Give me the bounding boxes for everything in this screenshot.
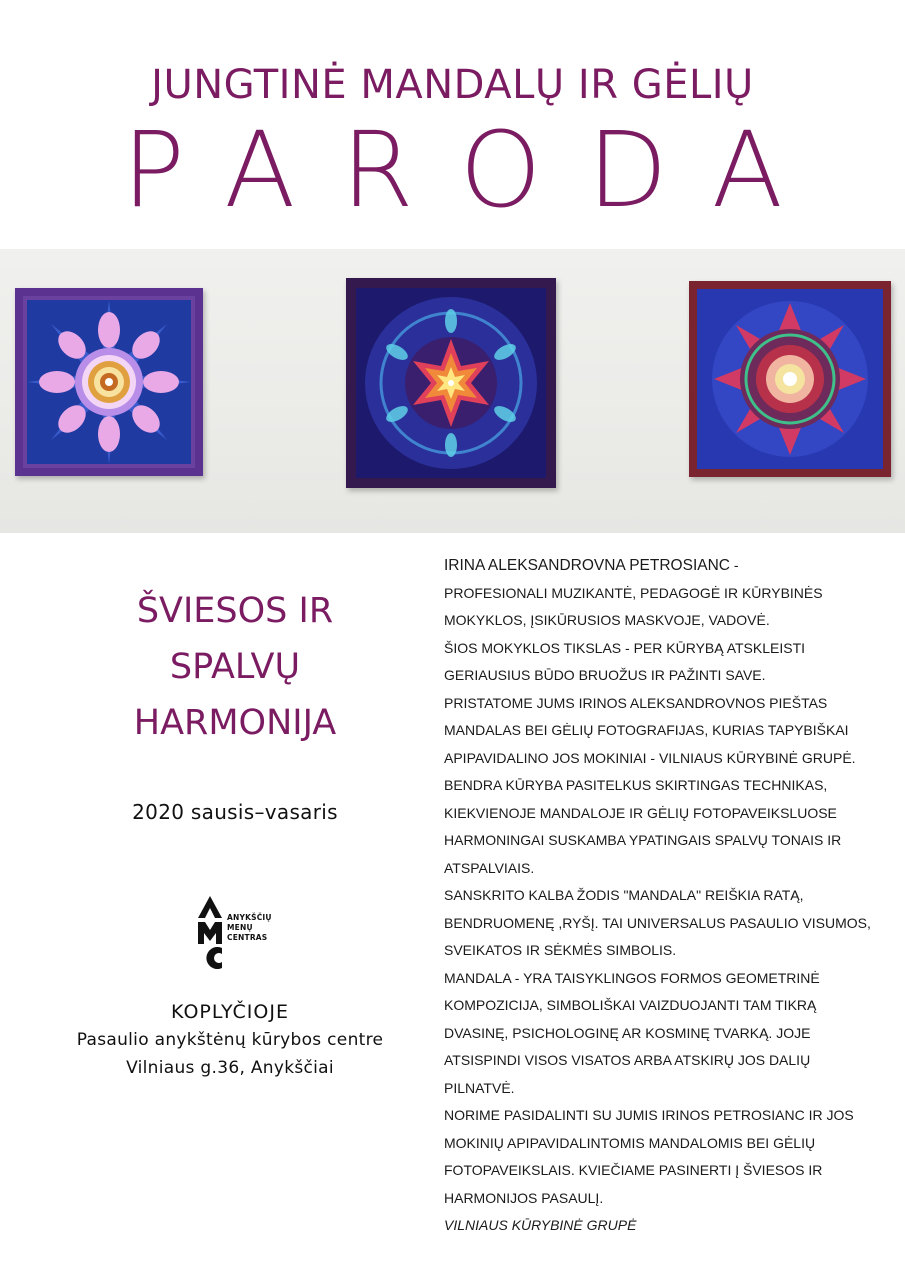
description-line: PILNATVĖ.	[444, 1079, 515, 1096]
amc-logo-mark-icon	[196, 896, 224, 970]
logo-text-line: CENTRAS	[227, 933, 268, 942]
description-line: MOKINIŲ APIPAVIDALINTOMIS MANDALOMIS BEI GĖLIŲ	[444, 1134, 816, 1151]
venue-info	[30, 998, 430, 1082]
poster-title-paroda: PARODA	[122, 109, 829, 231]
description-line: SANSKRITO KALBA ŽODIS "MANDALA" REIŠKIA RATĄ,	[444, 887, 804, 903]
description-line: NORIME PASIDALINTI SU JUMIS IRINOS PETROSIANC IR JOS	[444, 1107, 854, 1123]
description-line: ŠIOS MOKYKLOS TIKSLAS - PER KŪRYBĄ ATSKLEISTI	[444, 639, 806, 656]
description-line: APIPAVIDALINO JOS MOKINIAI - VILNIAUS KŪRYBINĖ GRUPĖ.	[444, 749, 856, 766]
author-suffix: -	[729, 557, 739, 573]
poster-title-line1: JUNGTINĖ MANDALŲ IR GĖLIŲ	[151, 62, 754, 108]
mandala-painting-2	[346, 278, 556, 488]
description-line: MOKYKLOS, ĮSIKŪRUSIOS MASKVOJE, VADOVĖ.	[444, 612, 770, 628]
description-line: HARMONINGAI SUSKAMBA YPATINGAIS SPALVŲ TONAIS IR	[444, 832, 842, 848]
description-line: HARMONIJOS PASAULĮ.	[444, 1189, 604, 1206]
gallery-photo	[0, 249, 905, 533]
venue-title: KOPLYČIOJE	[171, 1001, 289, 1023]
mandala-painting-1	[15, 288, 203, 476]
logo-text-line: ANYKŠČIŲ	[227, 913, 272, 922]
description-text	[444, 552, 894, 1240]
description-line: GERIAUSIUS BŪDO BRUOŽUS IR PAŽINTI SAVE.	[444, 667, 766, 683]
description-line: PRISTATOME JUMS IRINOS ALEKSANDROVNOS PIEŠTAS	[444, 694, 828, 711]
author-name: IRINA ALEKSANDROVNA PETROSIANC	[444, 557, 730, 574]
venue-address: Vilniaus g.36, Anykščiai	[126, 1058, 334, 1078]
description-line: PROFESIONALI MUZIKANTĖ, PEDAGOGĖ IR KŪRYBINĖS	[444, 584, 823, 601]
description-line: BENDRA KŪRYBA PASITELKUS SKIRTINGAS TECHNIKAS,	[444, 777, 828, 793]
description-line: FOTOPAVEIKSLAIS. KVIEČIAME PASINERTI Į ŠVIESOS IR	[444, 1162, 823, 1178]
venue-name: Pasaulio anykštėnų kūrybos centre	[76, 1030, 384, 1050]
description-line: KIEKVIENOJE MANDALOJE IR GĖLIŲ FOTOPAVEIKSLUOSE	[444, 804, 837, 821]
description-line: DVASINĘ, PSICHOLOGINĘ AR KOSMINĘ TVARKĄ. JOJE	[444, 1024, 811, 1041]
subtitle-line: ŠVIESOS IR	[136, 591, 334, 631]
mandala-painting-3	[689, 281, 891, 477]
exhibition-subtitle	[60, 583, 410, 751]
exhibition-dates: 2020 sausis–vasaris	[132, 800, 338, 824]
description-line: ATSPALVIAIS.	[444, 859, 535, 876]
signature: VILNIAUS KŪRYBINĖ GRUPĖ	[444, 1217, 637, 1233]
amc-logo-text	[227, 913, 272, 943]
description-line: SVEIKATOS IR SĖKMĖS SIMBOLIS.	[444, 942, 677, 958]
subtitle-line: HARMONIJA	[133, 703, 337, 743]
description-line: ATSISPINDI VISOS VISATOS ARBA ATSKIRŲ JOS DALIŲ	[444, 1052, 811, 1068]
subtitle-line: SPALVŲ	[169, 647, 301, 687]
amc-logo	[196, 896, 286, 970]
description-line: MANDALAS BEI GĖLIŲ FOTOGRAFIJAS, KURIAS TAPYBIŠKAI	[444, 722, 849, 738]
description-line: MANDALA - YRA TAISYKLINGOS FORMOS GEOMETRINĖ	[444, 969, 820, 986]
author-line	[444, 552, 894, 580]
description-line: BENDRUOMENĘ ,RYŠĮ. TAI UNIVERSALUS PASAULIO VISUMOS,	[444, 914, 871, 931]
description-line: KOMPOZICIJA, SIMBOLIŠKAI VAIZDUOJANTI TAM TIKRĄ	[444, 997, 817, 1013]
logo-text-line: MENŲ	[227, 923, 253, 932]
